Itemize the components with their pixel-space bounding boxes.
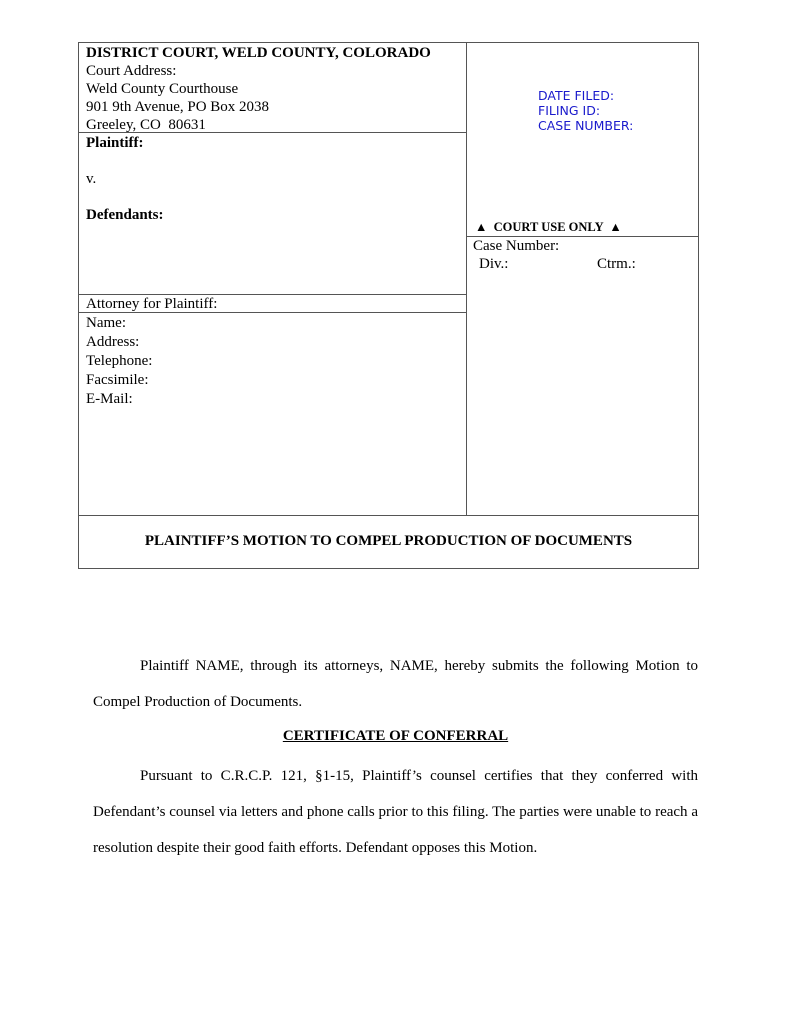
telephone-label: Telephone: [86, 353, 153, 369]
plaintiff-label: Plaintiff: [86, 135, 144, 151]
div-label: Div.: [479, 256, 509, 272]
intro-paragraph: Plaintiff NAME, through its attorneys, NAME, hereby submits the following Motion to Compel Production of Documents. [93, 658, 698, 710]
conferral-paragraph: Pursuant to C.R.C.P. 121, §1-15, Plaintiff’s counsel certifies that they conferred with Defendant’s counsel via letters and phone calls prior to this filing. The parties were unable to reach a resolution despite their good faith efforts. Defendant opposes this Motion. [93, 768, 698, 856]
case-caption-box [78, 42, 699, 569]
caption-column-divider [466, 43, 467, 515]
case-number-label: Case Number: [473, 238, 560, 254]
name-label: Name: [86, 315, 126, 331]
conferral-heading: CERTIFICATE OF CONFERRAL [282, 728, 509, 744]
court-use-only: ▲ COURT USE ONLY ▲ [475, 220, 622, 234]
attorney-label: Attorney for Plaintiff: [86, 296, 218, 312]
court-address-label: Court Address: [86, 63, 177, 79]
court-name: DISTRICT COURT, WELD COUNTY, COLORADO [86, 45, 431, 61]
versus-text: v. [86, 171, 97, 187]
email-label: E-Mail: [86, 391, 133, 407]
address-label: Address: [86, 334, 140, 350]
parties-block [86, 134, 164, 224]
filing-id: FILING ID: [538, 103, 601, 118]
filing-stamp [538, 88, 633, 133]
divider-title [79, 515, 698, 516]
court-city: Greeley, CO 80631 [86, 117, 206, 133]
attorney-details [86, 314, 152, 409]
date-filed: DATE FILED: [538, 88, 615, 103]
court-street: 901 9th Avenue, PO Box 2038 [86, 99, 270, 115]
facsimile-label: Facsimile: [86, 372, 149, 388]
courthouse-name: Weld County Courthouse [86, 81, 239, 97]
ctrm-label: Ctrm.: [597, 256, 636, 272]
document-title: PLAINTIFF’S MOTION TO COMPEL PRODUCTION OF DOCUMENTS [144, 533, 633, 549]
defendants-label: Defendants: [86, 207, 164, 223]
court-block [86, 44, 431, 134]
case-number-stamp: CASE NUMBER: [538, 118, 634, 133]
